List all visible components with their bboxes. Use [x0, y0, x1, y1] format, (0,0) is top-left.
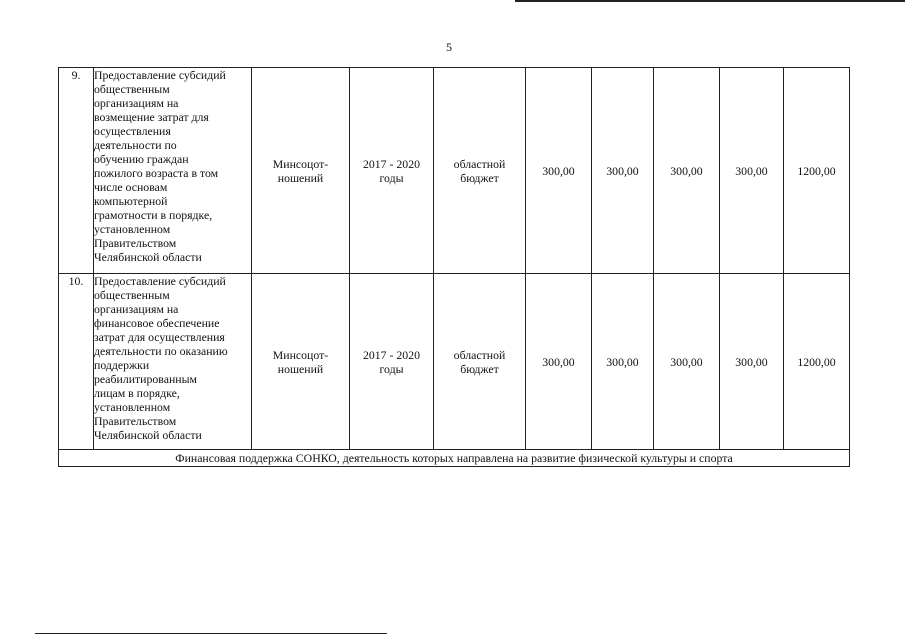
top-rule [515, 0, 905, 2]
table-row [59, 68, 850, 274]
row-source: областной бюджет [434, 68, 526, 274]
row-value-2019: 300,00 [654, 68, 720, 274]
page-number: 5 [446, 40, 452, 54]
row-value-2018: 300,00 [592, 274, 654, 450]
bottom-rule [35, 633, 387, 634]
row-value-2017: 300,00 [526, 274, 592, 450]
row-total: 1200,00 [784, 68, 850, 274]
row-executor: Минсоцот- ношений [252, 68, 350, 274]
row-source: областной бюджет [434, 274, 526, 450]
row-value-2020: 300,00 [720, 274, 784, 450]
row-value-2017: 300,00 [526, 68, 592, 274]
row-executor: Минсоцот- ношений [252, 274, 350, 450]
row-number: 9. [59, 68, 94, 274]
row-value-2020: 300,00 [720, 68, 784, 274]
row-description: Предоставление субсидий общественным организациям на финансовое обеспечение затрат для осуществления деятельности по оказанию поддержки реабилитированным лицам в порядке, установленном Правительством Челябинской области [94, 274, 252, 450]
row-value-2018: 300,00 [592, 68, 654, 274]
program-table [58, 67, 850, 467]
row-description: Предоставление субсидий общественным организациям на возмещение затрат для осуществления деятельности по обучению граждан пожилого возраста в том числе основам компьютерной грамотности в порядке, установленном Правительством Челябинской области [94, 68, 252, 274]
row-total: 1200,00 [784, 274, 850, 450]
row-term: 2017 - 2020 годы [350, 68, 434, 274]
row-term: 2017 - 2020 годы [350, 274, 434, 450]
row-value-2019: 300,00 [654, 274, 720, 450]
section-heading-row [59, 450, 850, 467]
row-number: 10. [59, 274, 94, 450]
section-heading: Финансовая поддержка СОНКО, деятельность которых направлена на развитие физической культуры и спорта [59, 450, 850, 467]
table-row [59, 274, 850, 450]
